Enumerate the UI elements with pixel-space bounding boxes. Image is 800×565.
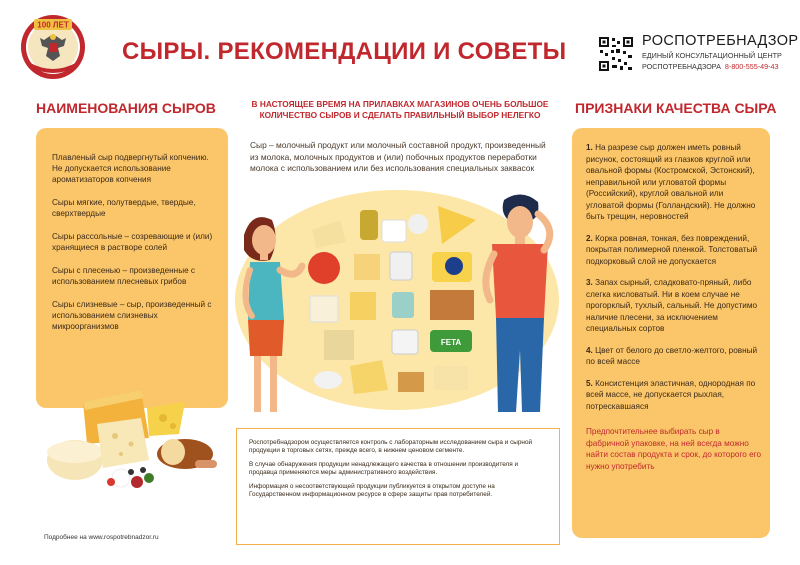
- cheese-name-item: Сыры мягкие, полутвердые, твердые, сверхтвердые: [52, 198, 196, 218]
- info-paragraph: Роспотребнадзором осуществляется контроль с лабораторным исследованием сыра и сырной продукции в торговых сетях, прежде всего, в нижнем ценовом сегменте.: [249, 439, 533, 455]
- page-title: СЫРЫ. РЕКОМЕНДАЦИИ И СОВЕТЫ: [122, 38, 567, 65]
- qr-code-icon[interactable]: [598, 36, 634, 72]
- quality-sign-number: 4.: [586, 345, 593, 355]
- cheese-names-panel: [36, 128, 228, 408]
- org-name: РОСПОТРЕБНАДЗОР: [642, 33, 799, 49]
- quality-sign-text: Цвет от белого до светло-желтого, ровный по всей массе: [586, 345, 758, 366]
- quality-sign-number: 1.: [586, 143, 593, 152]
- quality-signs-panel: [572, 128, 770, 538]
- quality-sign-text: Корка ровная, тонкая, без повреждений, покрытая полимерной пленкой. Толстоватый подкорковый слой не допускается: [586, 233, 758, 266]
- quality-sign-item: [586, 233, 762, 268]
- packaging-recommendation: Предпочтительнее выбирать сыр в фабричной упаковке, на ней всегда можно найти состав продукта и срок, до которого его нужно употребить: [586, 427, 762, 471]
- feta-label: FETA: [440, 338, 462, 347]
- cheese-name-item: Сыры слизневые – сыр, произведенный с использованием слизневых микроорганизмов: [52, 300, 212, 331]
- quality-sign-text: Консистенция эластичная, однородная по всей массе, не допускается рыхлая, потрескавшаяся: [586, 378, 756, 411]
- quality-sign-item: [586, 277, 762, 335]
- cheese-names-heading: НАИМЕНОВАНИЯ СЫРОВ: [36, 100, 216, 116]
- cheese-name-item: Плавленый сыр подвергнутый копчению. Не допускается использование ароматизаторов копчения: [52, 153, 209, 184]
- quality-sign-text: На разрезе сыр должен иметь ровный рисунок, состоящий из глазков круглой или овальной формы (Костромской, Эстонский), неправильной или угловатой формы (Российский), круглой овальной или угловатой формы (Голландский). Не должно быть трещин, неровностей: [586, 143, 756, 221]
- cheese-and-people-illustration: [232, 180, 562, 420]
- cheese-name-item: Сыры с плесенью – произведенные с использованием плесневых грибов: [52, 266, 196, 286]
- rospotrebnadzor-100-years-logo: [20, 14, 86, 80]
- quality-sign-number: 3.: [586, 278, 593, 287]
- org-block: [642, 33, 799, 71]
- quality-sign-text: Запах сырный, сладковато-пряный, либо слегка кисловатый. Ни в коем случае не прогорклый, тухлый, сальный. Не допустимо наличие плесени, за исключением специальных сортов: [586, 278, 758, 333]
- footer-link[interactable]: Подробнее на www.rospotrebnadzor.ru: [44, 534, 159, 541]
- quality-sign-item: [586, 345, 762, 368]
- quality-signs-heading: ПРИЗНАКИ КАЧЕСТВА СЫРА: [575, 100, 777, 116]
- control-info-box: [236, 428, 560, 545]
- quality-sign-item: [586, 142, 762, 223]
- cheese-assortment-illustration: [45, 378, 220, 498]
- logo-text: 100 ЛЕТ: [37, 20, 69, 30]
- org-sub1: ЕДИНЫЙ КОНСУЛЬТАЦИОННЫЙ ЦЕНТР: [642, 51, 782, 60]
- info-paragraph: В случае обнаружения продукции ненадлежащего качества в отношении производителя и продавца применяются меры административного воздействия.: [249, 460, 519, 477]
- quality-sign-number: 5.: [586, 378, 593, 388]
- quality-sign-number: 2.: [586, 233, 593, 243]
- org-phone[interactable]: 8-800-555-49-43: [724, 62, 779, 71]
- quality-sign-item: [586, 378, 762, 413]
- cheese-definition: Сыр – молочный продукт или молочный составной продукт, произведенный из молока, молочных продуктов и (или) побочных продуктов переработки молока с использованием или без использования специальных заквасок: [250, 140, 546, 173]
- org-sub2: РОСПОТРЕБНАДЗОРА: [642, 62, 721, 71]
- info-paragraph: Информация о несоответствующей продукции публикуется в открытом доступе на Государственном информационном ресурсе в сфере защиты прав потребителей.: [249, 482, 495, 499]
- org-sub2-line: [642, 62, 799, 71]
- cheese-name-item: Сыры рассольные – созревающие и (или) хранящиеся в растворе солей: [52, 232, 213, 252]
- middle-heading: В НАСТОЯЩЕЕ ВРЕМЯ НА ПРИЛАВКАХ МАГАЗИНОВ ОЧЕНЬ БОЛЬШОЕ КОЛИЧЕСТВО СЫРОВ И СДЕЛАТЬ ПРАВИЛЬНЫЙ ВЫБОР НЕЛЕГКО: [251, 99, 549, 120]
